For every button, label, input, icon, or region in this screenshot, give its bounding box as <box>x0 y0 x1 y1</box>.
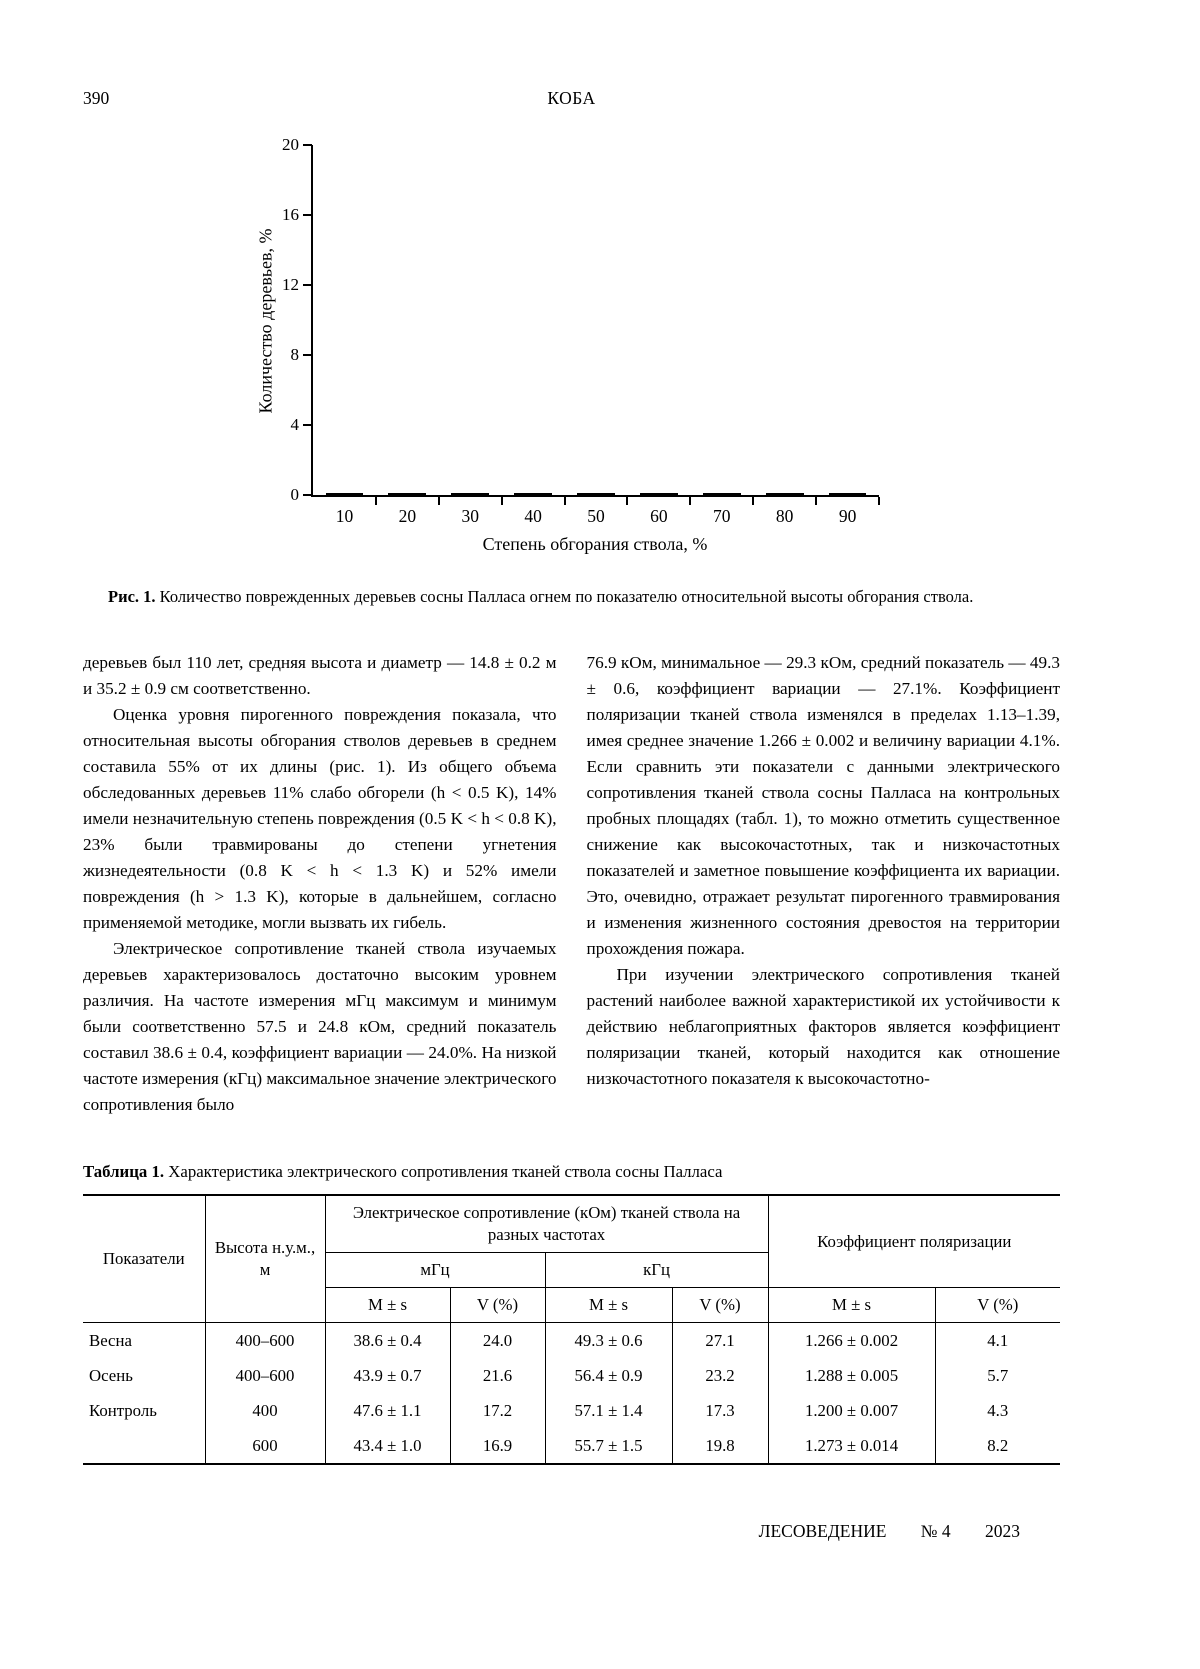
y-tick-label: 8 <box>290 345 299 364</box>
y-tick-mark <box>303 214 312 216</box>
bar-slot <box>627 493 690 495</box>
x-axis <box>313 497 879 527</box>
left-column <box>83 650 557 1118</box>
paragraph: Оценка уровня пирогенного повреждения показала, что относительная высоты обгорания стволов деревьев в среднем составила 55% от их длины (рис. 1). Из общего объема обследованных деревьев 11% слабо обгорели (h < 0.5 K), 14% имели незначительную степень повреждения (0.5 K < h < 0.8 K), 23% были травмированы до степени угнетения жизнедеятельности (0.8 K < h < 1.3 K) и 52% имели повреждения (h > 1.3 K), которые в дальнейшем, согласно применяемой методике, могли вызвать их гибель. <box>83 705 557 932</box>
value-cell: 4.1 <box>935 1323 1060 1359</box>
value-cell: 1.273 ± 0.014 <box>768 1428 935 1464</box>
y-tick-mark <box>303 144 312 146</box>
col-header-v: V (%) <box>450 1288 545 1323</box>
x-tick-label: 20 <box>398 506 417 526</box>
bar <box>640 493 678 495</box>
bar-slot <box>753 493 816 495</box>
value-cell: 17.3 <box>672 1393 768 1428</box>
y-tick-label: 0 <box>290 485 299 504</box>
bar <box>766 493 804 495</box>
col-header-height: Высота н.у.м., м <box>205 1195 325 1323</box>
plot-wrap <box>255 135 879 504</box>
bar <box>829 493 867 495</box>
col-header-v: V (%) <box>672 1288 768 1323</box>
x-tick-mark <box>375 497 377 505</box>
col-header-ms: M ± s <box>325 1288 450 1323</box>
right-column <box>587 650 1061 1118</box>
bar-slot <box>313 493 376 495</box>
paragraph: деревьев был 110 лет, средняя высота и диаметр — 14.8 ± 0.2 м и 35.2 ± 0.9 см соответственно. <box>83 653 557 698</box>
bar-slot <box>502 493 565 495</box>
x-tick-label: 80 <box>775 506 794 526</box>
x-tick-label: 50 <box>587 506 605 526</box>
value-cell: 400–600 <box>205 1358 325 1393</box>
value-cell: 49.3 ± 0.6 <box>545 1323 672 1359</box>
bar-slot <box>376 493 439 495</box>
value-cell: 43.9 ± 0.7 <box>325 1358 450 1393</box>
value-cell: 1.288 ± 0.005 <box>768 1358 935 1393</box>
value-cell: 43.4 ± 1.0 <box>325 1428 450 1464</box>
y-tick-mark <box>303 354 312 356</box>
data-table <box>83 1194 1060 1465</box>
x-tick-mark <box>815 497 817 505</box>
page-footer <box>83 1521 1060 1542</box>
paragraph: При изучении электрического сопротивления тканей растений наиболее важной характеристикой их устойчивости к действию неблагоприятных факторов является коэффициент поляризации тканей, который находится как отношение низкочастотного показателя к высокочастотно- <box>586 965 1060 1088</box>
figure-caption-text: Количество поврежденных деревьев сосны Палласа огнем по показателю относительной высоты обгорания ствола. <box>159 587 974 606</box>
x-tick-label: 10 <box>335 506 354 526</box>
bar <box>326 493 364 495</box>
col-header-v: V (%) <box>935 1288 1060 1323</box>
value-cell: 55.7 ± 1.5 <box>545 1428 672 1464</box>
article-body <box>83 650 1060 1118</box>
footer-journal: ЛЕСОВЕДЕНИЕ <box>758 1521 887 1541</box>
x-tick-mark <box>564 497 566 505</box>
col-header-ms: M ± s <box>545 1288 672 1323</box>
paragraph: Электрическое сопротивление тканей ствола изучаемых деревьев характеризовалось достаточно высоким уровнем различия. На частоте измерения мГц максимум и минимум были соответственно 57.5 и 24.8 кОм, средний показатель составил 38.6 ± 0.4, коэффициент вариации — 24.0%. На низкой частоте измерения (кГц) максимальное значение электрического сопротивления было <box>83 939 557 1114</box>
value-cell: 1.200 ± 0.007 <box>768 1393 935 1428</box>
row-indicator-cell: Осень <box>83 1358 205 1393</box>
col-header-polarization: Коэффициент поляризации <box>768 1195 1060 1288</box>
x-tick-label: 60 <box>650 506 668 526</box>
y-tick-label: 12 <box>282 275 299 294</box>
bar <box>703 493 741 495</box>
value-cell: 24.0 <box>450 1323 545 1359</box>
bar <box>577 493 615 495</box>
col-header-khz: кГц <box>545 1253 768 1288</box>
x-tick-mark <box>626 497 628 505</box>
bar-slot <box>690 493 753 495</box>
table-row <box>83 1323 1060 1359</box>
value-cell: 4.3 <box>935 1393 1060 1428</box>
x-tick-mark <box>438 497 440 505</box>
col-header-indicators: Показатели <box>83 1195 205 1323</box>
bar <box>514 493 552 495</box>
value-cell: 21.6 <box>450 1358 545 1393</box>
footer-issue: № 4 <box>920 1521 951 1541</box>
col-header-ms: M ± s <box>768 1288 935 1323</box>
value-cell: 16.9 <box>450 1428 545 1464</box>
value-cell: 17.2 <box>450 1393 545 1428</box>
row-indicator-cell: Весна <box>83 1323 205 1359</box>
bar-slot <box>816 493 879 495</box>
col-header-mhz: мГц <box>325 1253 545 1288</box>
bar <box>388 493 426 495</box>
y-tick-mark <box>303 284 312 286</box>
value-cell: 5.7 <box>935 1358 1060 1393</box>
table-row <box>83 1358 1060 1393</box>
table-title-text: Характеристика электрического сопротивления тканей ствола сосны Палласа <box>168 1162 723 1181</box>
x-axis-title: Степень обгорания ствола, % <box>482 534 708 554</box>
figure-caption <box>108 585 1050 608</box>
bar-slot <box>565 493 628 495</box>
table-body <box>83 1323 1060 1465</box>
x-tick-label: 30 <box>461 506 479 526</box>
figure-1 <box>83 135 1060 608</box>
y-tick-mark <box>303 424 312 426</box>
table-title <box>83 1162 1060 1182</box>
x-tick-mark <box>878 497 880 505</box>
bar-slot <box>439 493 502 495</box>
running-head: КОБА <box>547 88 596 108</box>
value-cell: 27.1 <box>672 1323 768 1359</box>
x-tick-label: 40 <box>524 506 542 526</box>
value-cell: 400 <box>205 1393 325 1428</box>
x-tick-mark <box>689 497 691 505</box>
bar-chart <box>231 135 911 555</box>
x-tick-mark <box>752 497 754 505</box>
value-cell: 57.1 ± 1.4 <box>545 1393 672 1428</box>
value-cell: 47.6 ± 1.1 <box>325 1393 450 1428</box>
y-tick-label: 4 <box>290 415 299 434</box>
value-cell: 8.2 <box>935 1428 1060 1464</box>
table-row <box>83 1393 1060 1428</box>
y-tick-label: 20 <box>282 135 299 154</box>
row-indicator-cell <box>83 1428 205 1464</box>
value-cell: 19.8 <box>672 1428 768 1464</box>
header-spacer <box>596 88 1060 109</box>
page-number: 390 <box>83 88 110 108</box>
value-cell: 600 <box>205 1428 325 1464</box>
table-1 <box>83 1162 1060 1465</box>
footer-year: 2023 <box>985 1521 1020 1541</box>
table-header <box>83 1195 1060 1323</box>
table-row <box>83 1428 1060 1464</box>
y-tick-label: 16 <box>282 205 299 224</box>
value-cell: 1.266 ± 0.002 <box>768 1323 935 1359</box>
row-indicator-cell: Контроль <box>83 1393 205 1428</box>
value-cell: 38.6 ± 0.4 <box>325 1323 450 1359</box>
col-header-resistance: Электрическое сопротивление (кОм) тканей ствола на разных частотах <box>325 1195 768 1253</box>
value-cell: 400–600 <box>205 1323 325 1359</box>
paragraph: 76.9 кОм, минимальное — 29.3 кОм, средний показатель — 49.3 ± 0.6, коэффициент вариации — 27.1%. Коэффициент поляризации тканей ствола изменялся в пределах 1.13–1.39, имея среднее значение 1.266 ± 0.002 и величину вариации 4.1%. Если сравнить эти показатели с данными электрического сопротивления тканей ствола сосны Палласа на контрольных пробных площадях (табл. 1), то можно отметить существенное снижение как высокочастотных, так и низкочастотных показателей и заметное повышение коэффициента их вариации. Это, очевидно, отражает результат пирогенного травмирования и изменения жизненного состояния древостоя на территории прохождения пожара. <box>586 653 1060 958</box>
table-title-label: Таблица 1. <box>83 1162 165 1181</box>
x-tick-mark <box>501 497 503 505</box>
value-cell: 56.4 ± 0.9 <box>545 1358 672 1393</box>
x-tick-label: 70 <box>713 506 731 526</box>
page-header <box>83 0 1060 109</box>
figure-caption-label: Рис. 1. <box>108 587 156 606</box>
value-cell: 23.2 <box>672 1358 768 1393</box>
bar-plot <box>282 135 879 504</box>
bar <box>451 493 489 495</box>
y-axis-title: Количество деревьев, % <box>255 228 276 414</box>
y-tick-mark <box>303 494 312 496</box>
x-tick-label: 90 <box>838 506 857 526</box>
